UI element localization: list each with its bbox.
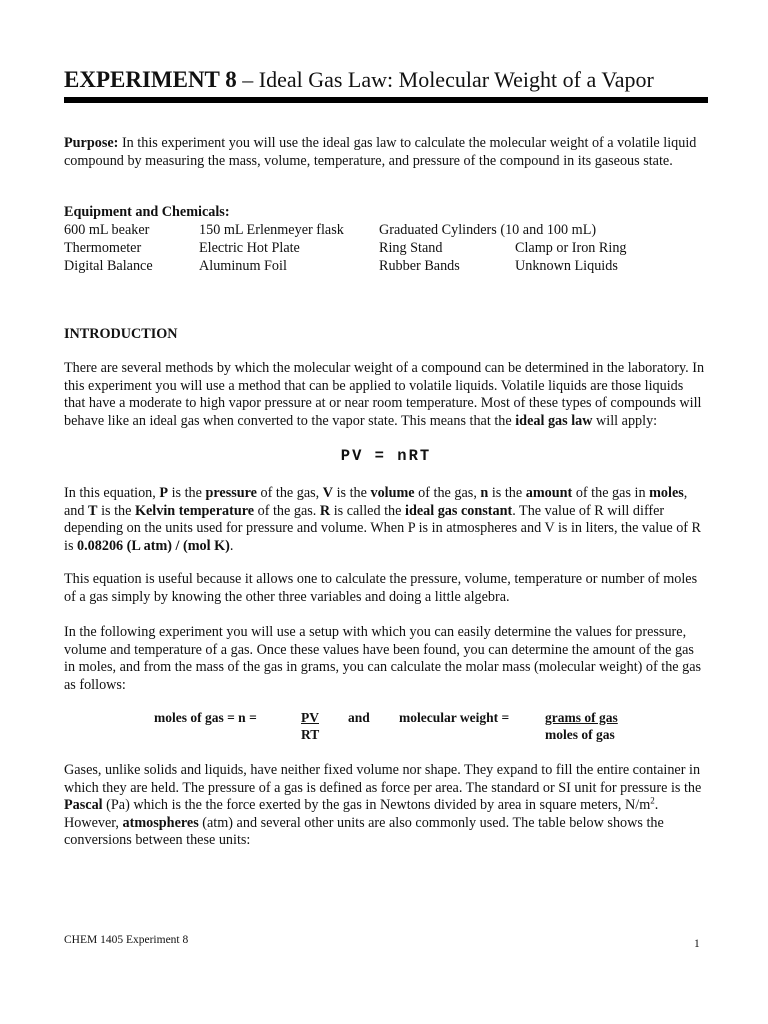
fraction-denominator: RT xyxy=(301,727,320,742)
text: of the gas, xyxy=(256,485,323,501)
equipment-item: Electric Hot Plate xyxy=(199,240,300,256)
equipment-heading: Equipment and Chemicals: xyxy=(64,204,230,220)
bold-term: V xyxy=(322,485,334,501)
and-label: and xyxy=(348,710,370,725)
text: , and xyxy=(64,485,688,519)
intro-paragraph-1 xyxy=(64,360,708,430)
title-experiment: EXPERIMENT 8 xyxy=(64,67,237,92)
bold-term: amount xyxy=(525,485,573,501)
equipment-item: 150 mL Erlenmeyer flask xyxy=(199,222,344,238)
title-subject: – Ideal Gas Law: Molecular Weight of a Vapor xyxy=(236,67,654,92)
moles-eq-left: moles of gas = n = xyxy=(154,710,257,725)
equipment-row xyxy=(64,221,708,239)
text: Gases, unlike solids and liquids, have neither fixed volume nor shape. They expand to fill the entire container in which they are held. The pressure of a gas is defined as force per area. The standard or SI unit for pressure is the xyxy=(64,762,702,796)
text: In this equation, xyxy=(64,485,160,501)
equipment-item: Unknown Liquids xyxy=(515,258,618,274)
superscript: 2 xyxy=(650,795,655,806)
mw-denominator: moles of gas xyxy=(545,727,615,742)
text: is the xyxy=(488,485,526,501)
text: (Pa) which is the the force exerted by the gas in Newtons divided by area in square meters, N/m xyxy=(102,797,651,813)
molecular-weight-equations xyxy=(64,708,708,744)
intro-text: will apply: xyxy=(592,412,658,429)
title-rule xyxy=(64,97,708,103)
text: of the gas, xyxy=(414,485,481,501)
bold-term: T xyxy=(88,502,98,519)
intro-paragraph-3: This equation is useful because it allows one to calculate the pressure, volume, temperature or number of moles of a gas simply by knowing the other three variables and doing a little algebra. xyxy=(64,571,698,605)
purpose-text: In this experiment you will use the ideal gas law to calculate the molecular weight of a volatile liquid compound by measuring the mass, volume, temperature, and pressure of the compound in its gaseous state. xyxy=(64,135,697,169)
text: is the xyxy=(333,485,371,501)
introduction-heading: INTRODUCTION xyxy=(64,326,178,342)
equipment-row xyxy=(64,239,708,257)
text: is called the xyxy=(330,502,405,519)
equipment-item: Rubber Bands xyxy=(379,258,460,274)
mw-numerator: grams of gas xyxy=(545,710,618,725)
equipment-list xyxy=(64,221,708,275)
bold-term: moles xyxy=(649,485,684,501)
intro-paragraph-2 xyxy=(64,485,708,555)
text: . xyxy=(229,537,234,554)
equipment-item: Digital Balance xyxy=(64,258,153,274)
bold-term: R xyxy=(319,502,331,519)
bold-term: pressure xyxy=(205,485,257,501)
page-number: 1 xyxy=(694,938,700,950)
fraction-numerator: PV xyxy=(301,710,319,725)
bold-term: ideal gas constant xyxy=(405,502,513,519)
text: . The value of R will differ depending on the units used for pressure and volume. When P is in atmospheres and V is in liters, the value of R is xyxy=(64,502,702,554)
footer-course: CHEM 1405 Experiment 8 xyxy=(64,934,189,946)
text: of the gas in xyxy=(572,485,650,501)
intro-bold-term: ideal gas law xyxy=(515,412,593,429)
bold-term: Kelvin temperature xyxy=(134,502,255,519)
text: of the gas. xyxy=(254,502,320,519)
equipment-item: Graduated Cylinders (10 and 100 mL) xyxy=(379,222,597,238)
purpose-paragraph xyxy=(64,135,708,170)
bold-term: atmospheres xyxy=(122,814,199,831)
bold-term: n xyxy=(480,485,489,501)
bold-term: 0.08206 (L atm) / (mol K) xyxy=(77,537,230,554)
text: is the xyxy=(97,502,135,519)
equipment-item: Ring Stand xyxy=(379,240,443,256)
bold-term: P xyxy=(159,485,169,501)
equipment-item: 600 mL beaker xyxy=(64,222,150,238)
bold-term: volume xyxy=(370,485,415,501)
bold-term: Pascal xyxy=(64,797,103,813)
intro-paragraph-5 xyxy=(64,762,708,850)
text: is the xyxy=(168,485,206,501)
purpose-label: Purpose: xyxy=(64,135,119,151)
molecular-weight-label: molecular weight = xyxy=(399,710,510,725)
equipment-item: Aluminum Foil xyxy=(199,258,287,274)
equipment-row xyxy=(64,257,708,275)
equipment-item: Thermometer xyxy=(64,240,142,256)
ideal-gas-equation: PV = nRT xyxy=(340,447,432,465)
text: (atm) and several other units are also commonly used. The table below shows the conversions between these units: xyxy=(64,814,664,848)
equipment-item: Clamp or Iron Ring xyxy=(515,240,627,256)
intro-paragraph-4: In the following experiment you will use a setup with which you can easily determine the values for pressure, volume and temperature of a gas. Once these values have been found, you can determine the amount of the gas in moles, and from the mass of the gas in grams, you can calculate the molar mass (molecular weight) of the gas as follows: xyxy=(64,624,702,693)
page-title xyxy=(64,66,708,94)
intro-text: There are several methods by which the molecular weight of a compound can be determined in the laboratory. In this experiment you will use a method that can be applied to volatile liquids. Volatile liquids are those liquids that have a moderate to high vapor pressure at or near room temperature. Most of these types of compounds will behave like an ideal gas when converted to the vapor state. This means that the xyxy=(64,360,705,429)
text: . However, xyxy=(64,797,659,831)
